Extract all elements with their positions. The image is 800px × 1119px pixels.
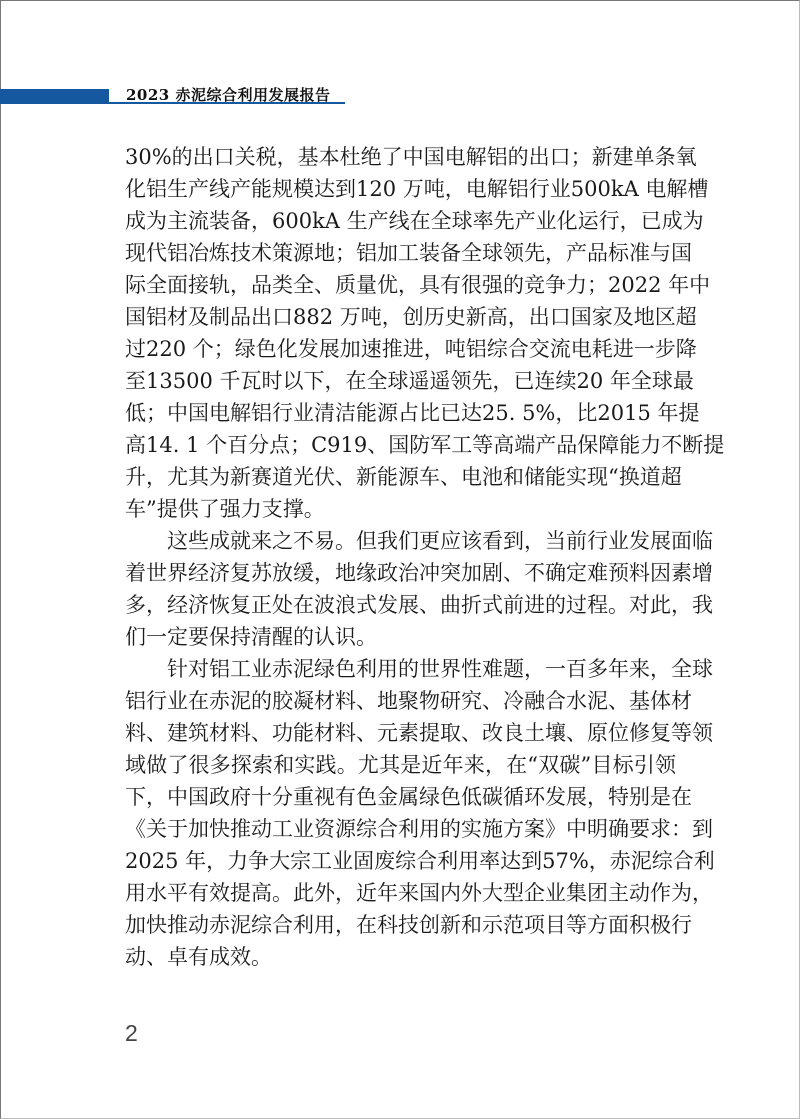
text-line: 用水平有效提高。此外，近年来国内外大型企业集团主动作为， bbox=[125, 881, 713, 905]
text-line: 国铝材及制品出口882 万吨，创历史新高，出口国家及地区超 bbox=[125, 305, 697, 329]
text-line: 2025 年，力争大宗工业固废综合利用率达到57%，赤泥综合利 bbox=[125, 849, 715, 873]
text-line: 30%的出口关税，基本杜绝了中国电解铝的出口；新建单条氧 bbox=[125, 145, 697, 169]
text-line: 们一定要保持清醒的认识。 bbox=[125, 625, 377, 649]
text-line: 车”提供了强力支撑。 bbox=[125, 497, 325, 521]
text-line: 多，经济恢复正处在波浪式发展、曲折式前进的过程。对此，我 bbox=[125, 593, 713, 617]
text-line: 过220 个；绿色化发展加速推进，吨铝综合交流电耗进一步降 bbox=[125, 337, 697, 361]
text-line: 化铝生产线产能规模达到120 万吨，电解铝行业500kA 电解槽 bbox=[125, 177, 709, 201]
text-line: 高14. 1 个百分点；C919、国防军工等高端产品保障能力不断提 bbox=[125, 433, 725, 457]
text-line: 加快推动赤泥综合利用，在科技创新和示范项目等方面积极行 bbox=[125, 913, 692, 937]
text-line: 动、卓有成效。 bbox=[125, 945, 272, 969]
paragraph bbox=[125, 653, 715, 973]
paragraph bbox=[125, 141, 725, 525]
text-line: 际全面接轨，品类全、质量优，具有很强的竞争力；2022 年中 bbox=[125, 273, 711, 297]
text-line: 铝行业在赤泥的胶凝材料、地聚物研究、冷融合水泥、基体材 bbox=[125, 689, 692, 713]
header-accent-band bbox=[0, 89, 109, 104]
text-line: 下，中国政府十分重视有色金属绿色低碳循环发展，特别是在 bbox=[125, 785, 692, 809]
text-line: 域做了很多探索和实践。尤其是近年来，在“双碳”目标引领 bbox=[125, 753, 676, 777]
text-line: 低；中国电解铝行业清洁能源占比已达25. 5%，比2015 年提 bbox=[125, 401, 700, 425]
page-number: 2 bbox=[125, 1020, 138, 1046]
text-line: 至13500 千瓦时以下，在全球遥遥领先，已连续20 年全球最 bbox=[125, 369, 694, 393]
text-line: 针对铝工业赤泥绿色利用的世界性难题，一百多年来，全球 bbox=[167, 657, 713, 681]
text-line: 《关于加快推动工业资源综合利用的实施方案》中明确要求：到 bbox=[125, 817, 713, 841]
text-line: 成为主流装备，600kA 生产线在全球率先产业化运行，已成为 bbox=[125, 209, 704, 233]
text-line: 着世界经济复苏放缓，地缘政治冲突加剧、不确定难预料因素增 bbox=[125, 561, 713, 585]
text-line: 这些成就来之不易。但我们更应该看到，当前行业发展面临 bbox=[167, 529, 713, 553]
paragraph bbox=[125, 525, 713, 653]
text-line: 现代铝冶炼技术策源地；铝加工装备全球领先，产品标准与国 bbox=[125, 241, 692, 265]
body-text bbox=[125, 141, 725, 973]
text-line: 升，尤其为新赛道光伏、新能源车、电池和储能实现“换道超 bbox=[125, 465, 682, 489]
text-line: 料、建筑材料、功能材料、元素提取、改良土壤、原位修复等领 bbox=[125, 721, 713, 745]
running-header-title: 2023 赤泥综合利用发展报告 bbox=[126, 86, 331, 104]
